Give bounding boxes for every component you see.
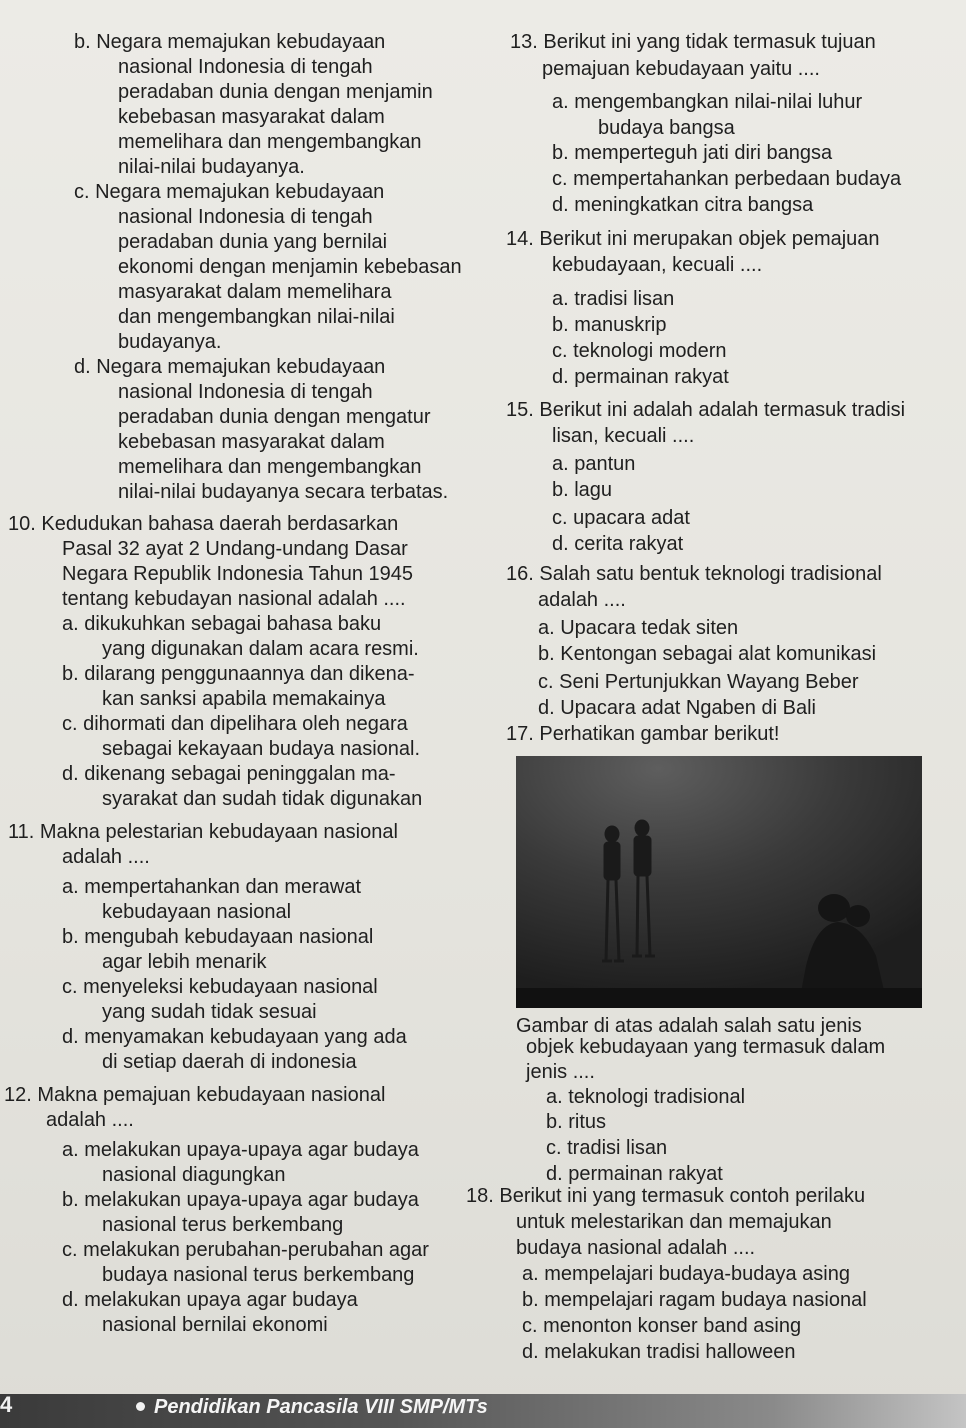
left-column-line: adalah .... — [46, 1109, 134, 1131]
left-column-line: kebebasan masyarakat dalam — [118, 431, 385, 453]
q17-continuation-line: a. teknologi tradisional — [546, 1086, 746, 1108]
q17-photo — [516, 756, 922, 1008]
right-column-line: lisan, kecuali .... — [552, 425, 695, 447]
left-column-line: yang digunakan dalam acara resmi. — [102, 638, 419, 660]
right-column-line: 17. Perhatikan gambar berikut! — [506, 723, 780, 745]
left-column-line: nilai-nilai budayanya secara terbatas. — [118, 481, 449, 503]
left-column-line: d. menyamakan kebudayaan yang ada — [62, 1026, 407, 1048]
left-column-line: c. Negara memajukan kebudayaan — [74, 181, 385, 203]
left-column-line: 11. Makna pelestarian kebudayaan nasional — [8, 821, 398, 843]
right-column-line: a. Upacara tedak siten — [538, 617, 739, 639]
left-column-line: c. menyeleksi kebudayaan nasional — [62, 976, 378, 998]
right-column-line: 16. Salah satu bentuk teknologi tradisional — [506, 563, 882, 585]
left-column-line: kebebasan masyarakat dalam — [118, 106, 385, 128]
q17-continuation-line: d. melakukan tradisi halloween — [522, 1341, 796, 1363]
left-column-line: b. melakukan upaya-upaya agar budaya — [62, 1189, 419, 1211]
left-column-line: Pasal 32 ayat 2 Undang-undang Dasar — [62, 538, 408, 560]
left-column-line: a. dikukuhkan sebagai bahasa baku — [62, 613, 382, 635]
right-column-line: 15. Berikut ini adalah adalah termasuk tradisi — [506, 399, 906, 421]
left-column-line: b. Negara memajukan kebudayaan — [74, 31, 386, 53]
left-column-line: 10. Kedudukan bahasa daerah berdasarkan — [8, 513, 399, 535]
right-column-line: d. permainan rakyat — [552, 366, 729, 388]
right-column-line: d. meningkatkan citra bangsa — [552, 194, 814, 216]
left-column-line: dan mengembangkan nilai-nilai — [118, 306, 395, 328]
left-column-line: a. melakukan upaya-upaya agar budaya — [62, 1139, 419, 1161]
right-column-line: d. cerita rakyat — [552, 533, 684, 555]
left-column-line: yang sudah tidak sesuai — [102, 1001, 317, 1023]
q17-continuation-line: c. tradisi lisan — [546, 1137, 668, 1159]
right-column-line: c. teknologi modern — [552, 340, 727, 362]
left-column-line: nasional Indonesia di tengah — [118, 206, 373, 228]
left-column-line: peradaban dunia yang bernilai — [118, 231, 388, 253]
right-column-line: b. memperteguh jati diri bangsa — [552, 142, 833, 164]
left-column-line: b. mengubah kebudayaan nasional — [62, 926, 374, 948]
page-number: 4 — [0, 1392, 13, 1417]
right-column-line: c. Seni Pertunjukkan Wayang Beber — [538, 671, 859, 693]
left-column-line: kan sanksi apabila memakainya — [102, 688, 386, 710]
left-column-line: sebagai kekayaan budaya nasional. — [102, 738, 421, 760]
left-column-line: budaya nasional terus berkembang — [102, 1264, 415, 1286]
left-column-line: agar lebih menarik — [102, 951, 267, 973]
right-column-line: b. manuskrip — [552, 314, 667, 336]
left-column-line: d. dikenang sebagai peninggalan ma- — [62, 763, 396, 785]
q17-continuation-line: budaya nasional adalah .... — [516, 1237, 756, 1259]
q17-continuation-line: b. ritus — [546, 1111, 607, 1133]
left-column-line: di setiap daerah di indonesia — [102, 1051, 357, 1073]
q17-continuation-line: d. permainan rakyat — [546, 1163, 723, 1185]
left-column-line: nilai-nilai budayanya. — [118, 156, 305, 178]
left-column-line: tentang kebudayan nasional adalah .... — [62, 588, 406, 610]
right-column-line: c. upacara adat — [552, 507, 690, 529]
left-column-line: ekonomi dengan menjamin kebebasan — [118, 256, 462, 278]
right-column-line: c. mempertahankan perbedaan budaya — [552, 168, 902, 190]
right-column-line: d. Upacara adat Ngaben di Bali — [538, 697, 816, 719]
q17-continuation-line: 18. Berikut ini yang termasuk contoh perilaku — [466, 1185, 866, 1207]
right-column-line: a. mengembangkan nilai-nilai luhur — [552, 91, 863, 113]
q17-continuation-line: b. mempelajari ragam budaya nasional — [522, 1289, 867, 1311]
right-column-line: kebudayaan, kecuali .... — [552, 254, 763, 276]
right-column-line: b. Kentongan sebagai alat komunikasi — [538, 643, 877, 665]
left-column-line: b. dilarang penggunaannya dan dikena- — [62, 663, 415, 685]
left-column-line: nasional Indonesia di tengah — [118, 56, 373, 78]
left-column-line: a. mempertahankan dan merawat — [62, 876, 362, 898]
q17-continuation-line: a. mempelajari budaya-budaya asing — [522, 1263, 850, 1285]
left-column-line: 12. Makna pemajuan kebudayaan nasional — [4, 1084, 386, 1106]
left-column-line: nasional bernilai ekonomi — [102, 1314, 328, 1336]
left-column-line: d. Negara memajukan kebudayaan — [74, 356, 386, 378]
left-column-line: kebudayaan nasional — [102, 901, 292, 923]
left-column-line: nasional terus berkembang — [102, 1214, 344, 1236]
left-column-line: d. melakukan upaya agar budaya — [62, 1289, 358, 1311]
left-column-line: adalah .... — [62, 846, 150, 868]
q17-continuation-line: untuk melestarikan dan memajukan — [516, 1211, 832, 1233]
right-column-line: b. lagu — [552, 479, 613, 501]
left-column-line: memelihara dan mengembangkan — [118, 131, 422, 153]
q17-continuation-line: jenis .... — [526, 1061, 595, 1083]
left-column-line: syarakat dan sudah tidak digunakan — [102, 788, 423, 810]
left-column-line: peradaban dunia dengan menjamin — [118, 81, 433, 103]
left-column-line: nasional Indonesia di tengah — [118, 381, 373, 403]
left-column-line: peradaban dunia dengan mengatur — [118, 406, 431, 428]
left-column-line: memelihara dan mengembangkan — [118, 456, 422, 478]
right-column-line: adalah .... — [538, 589, 626, 611]
left-column-line: budayanya. — [118, 331, 222, 353]
left-column-line: c. melakukan perubahan-perubahan agar — [62, 1239, 429, 1261]
left-column-line: nasional diagungkan — [102, 1164, 286, 1186]
right-column-line: 14. Berikut ini merupakan objek pemajuan — [506, 228, 880, 250]
right-column-line: a. pantun — [552, 453, 636, 475]
left-column-line: c. dihormati dan dipelihara oleh negara — [62, 713, 408, 735]
footer-bullet-icon — [136, 1402, 145, 1411]
right-column-line: pemajuan kebudayaan yaitu .... — [542, 58, 820, 80]
footer-title: Pendidikan Pancasila VIII SMP/MTs — [154, 1396, 488, 1418]
left-column-line: Negara Republik Indonesia Tahun 1945 — [62, 563, 414, 585]
q17-continuation-line: objek kebudayaan yang termasuk dalam — [526, 1036, 886, 1058]
right-column-line: 13. Berikut ini yang tidak termasuk tujuan — [510, 31, 876, 53]
right-column-line: a. tradisi lisan — [552, 288, 675, 310]
page-footer — [0, 1384, 966, 1428]
q17-continuation-line: Gambar di atas adalah salah satu jenis — [516, 1015, 862, 1037]
right-column-line: budaya bangsa — [598, 117, 735, 139]
left-column-line: masyarakat dalam memelihara — [118, 281, 392, 303]
stilt-walkers-silhouette-image — [516, 756, 922, 1008]
q17-continuation-line: c. menonton konser band asing — [522, 1315, 802, 1337]
